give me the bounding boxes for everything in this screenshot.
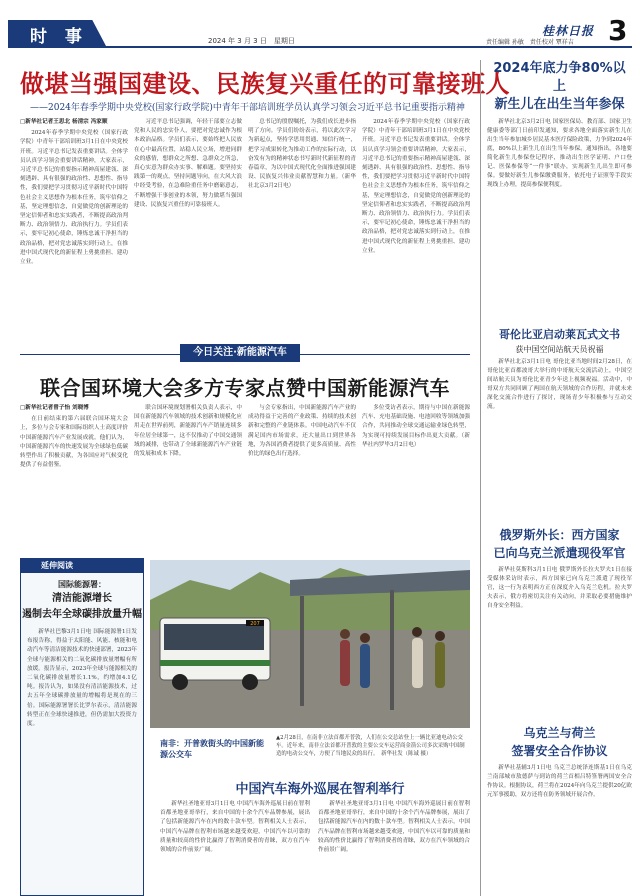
bus-wheel <box>242 674 258 690</box>
extended-reading-title: 清洁能源增长 <box>52 593 112 604</box>
section-name: 时 事 <box>30 27 88 47</box>
photo-caption-text: ▲2月28日，在南非立法首都开普敦，人们在公交总站登上一辆比亚迪电动公交车。近年来，南非立法首都开普敦的主要公交车运营商金箭公司多次采购中国制造的电动公交车，方便了当地民众的出行。 新华社发（陈诚 摄） <box>276 735 465 757</box>
bus-illustration <box>150 560 470 728</box>
passenger <box>360 644 370 688</box>
bus-stripe <box>160 660 270 666</box>
extended-reading-kicker: 国际能源署： <box>58 579 106 589</box>
nev-column-3 <box>248 404 356 554</box>
paper-name: 桂林日报 <box>542 24 595 38</box>
extended-reading-box <box>20 558 144 896</box>
nev-headline: 联合国环境大会多方专家点赞中国新能源汽车 <box>40 376 450 400</box>
passenger-head <box>412 627 422 637</box>
passenger <box>412 638 423 688</box>
bus-windows <box>164 624 264 650</box>
news-headline: 已向乌克兰派遣现役军官 <box>493 546 626 560</box>
news-body <box>487 566 632 716</box>
china-auto-paragraph: 新华社圣地亚哥3月1日电 中国汽车海外巡展日前在智利首都圣地亚哥举行，来自中国的十余个汽车品牌参展，展出了包括新能源汽车在内的数十款车型。智利相关人士表示，中国汽车品牌在智利市场越来越受欢迎，中国汽车以可靠的质量和较高的性价比赢得了智利消费者的青睐，双方在汽车领域的合作前景广阔。 <box>160 801 310 854</box>
nev-paragraph: 在日前结束的第六届联合国环境大会上，多位与会专家和国际组织人士高度评价中国新能源汽车产业发展成就。他们认为，中国新能源汽车的快速发展为全球绿色低碳转型作出了积极贡献，为各国应对气候变化提供了有益借鉴。 <box>20 416 128 469</box>
shelter-post <box>390 590 394 710</box>
lead-column-4 <box>362 118 470 336</box>
extended-reading-title: 遏制去年全球碳排放量升幅 <box>22 609 142 620</box>
shelter-post <box>300 596 304 706</box>
passenger-head <box>435 631 445 641</box>
news-body <box>487 764 632 874</box>
editors-line <box>486 37 578 46</box>
lead-subheadline: ——2024年春季学期中央党校(国家行政学院)中青年干部培训班学员认真学习领会习近平总书记重要指示精神 <box>30 103 465 113</box>
nev-column-1 <box>20 404 128 554</box>
extended-reading-paragraph: 新华社巴黎3月1日电 国际能源署1日发布报告称，得益于太阳能、风能、核能和电动汽车等清洁能源技术的快速部署，2023年全球与能源相关的二氧化碳排放量增幅有所放缓。报告显示，2023年全球与能源相关的二氧化碳排放量增长1.1%，约增加4.1亿吨。报告认为，如果没有清洁能源技术，过去五年全球碳排放量的增幅将是现在的三倍。国际能源署署长比罗尔表示，清洁能源转型正在全球快速推进，但仍需加大投资力度。 <box>27 629 137 728</box>
editor-name: 责任编辑 孙敏 <box>486 39 524 46</box>
right-news-column <box>480 60 632 896</box>
nev-paragraph: 多位受访者表示，期待与中国在新能源汽车、充电基础设施、电池回收等领域加强合作，共同推动全球交通运输业绿色转型，为实现可持续发展目标作出更大贡献。（新华社内罗毕3月2日电） <box>362 405 470 448</box>
proofreader-name: 责任校对 覃祥吉 <box>529 39 574 46</box>
news-headline: 新生儿在出生当年参保 <box>494 97 625 112</box>
news-paragraph: 新华社基辅3月1日电 乌克兰总统泽连斯基1日在乌克兰南部城市敖德萨与到访的荷兰首相吕特签署两国安全合作协议。根据协议，荷兰将在2024年向乌克兰提供20亿欧元军事援助，双方还将在防务领域开展合作。 <box>487 765 632 798</box>
nev-paragraph: 联合国环境规划署相关负责人表示，中国在新能源汽车领域的技术创新和规模化应用走在世界前列，新能源汽车产销量连续多年位居全球第一，这不仅推动了中国交通领域的减排，也带动了全球新能源汽车产业链的发展和成本下降。 <box>134 405 242 458</box>
lead-column-1 <box>20 118 128 336</box>
lead-headline: 做堪当强国建设、民族复兴重任的可靠接班人 <box>20 70 510 98</box>
china-auto-paragraph: 新华社圣地亚哥3月1日电 中国汽车海外巡展日前在智利首都圣地亚哥举行，来自中国的十余个汽车品牌参展，展出了包括新能源汽车在内的数十款车型。智利相关人士表示，中国汽车品牌在智利市场越来越受欢迎，中国汽车以可靠的质量和较高的性价比赢得了智利消费者的青睐，双方在汽车领域的合作前景广阔。 <box>318 801 470 854</box>
nev-byline: □新华社记者曾子怡 刘晓博 <box>20 405 89 411</box>
china-auto-column-1 <box>160 800 310 896</box>
page-header <box>8 8 632 48</box>
lead-paragraph: 总书记的殷殷嘱托，为我们成长进步指明了方向。学员们纷纷表示，将以此次学习为新起点，坚持学思用贯通、知信行统一，把学习成果转化为推动工作的实际行动，以奋发有为的精神状态书写新时代新征程的青春篇章，为以中国式现代化全面推进强国建设、民族复兴伟业贡献智慧和力量。（新华社北京3月2日电） <box>248 119 356 190</box>
bus-wheel <box>172 674 188 690</box>
extended-reading-body <box>27 628 137 874</box>
nev-column-4 <box>362 404 470 554</box>
page-number: 3 <box>608 14 628 47</box>
passenger <box>435 642 445 688</box>
passenger-head <box>360 633 370 643</box>
news-body <box>487 358 632 518</box>
nev-column-2 <box>134 404 242 554</box>
news-paragraph: 新华社北京3月1日电 哥伦比亚当地时间2月28日，在哥伦比亚首都波哥大举行的中哥航天交流活动上，中国空间站航天员为哥伦比亚青少年送上视频祝福。活动中，中哥双方共同回顾了两国在航天领域的合作历程，并就未来深化交流合作进行了探讨，现场青少年积极参与互动交流。 <box>487 359 632 410</box>
bus-photo <box>150 560 470 728</box>
china-auto-headline: 中国汽车海外巡展在智利举行 <box>235 782 405 797</box>
news-headline: 俄罗斯外长：西方国家 <box>499 528 620 542</box>
section-tab <box>8 20 108 46</box>
news-headline: 签署安全合作协议 <box>511 744 608 758</box>
news-subheadline: 获中国空间站航天员祝福 <box>515 345 604 354</box>
news-body <box>487 118 632 318</box>
lead-paragraph: 2024年春季学期中央党校（国家行政学院）中青年干部培训班3月1日在中央党校开班。习近平总书记发表重要讲话。全体学员认真学习领会重要讲话精神，大家表示，习近平总书记的重要指示精神高屋建瓴、深刻透辟、具有很强的政治性、思想性、指导性，我们要把学习贯彻习近平新时代中国特色社会主义思想作为根本任务，筑牢信仰之基，坚定理想信念，自觉做党的创新理论的坚定信仰者和忠实实践者，不断提高政治判断力、政治领悟力、政治执行力。学员们表示，要牢记初心使命，锤炼忠诚干净担当的政治品格，把对党忠诚落实到行动上，在推进中国式现代化的新征程上勇挑重担、建功立业。 <box>362 119 470 254</box>
lead-column-3 <box>248 118 356 336</box>
issue-date: 2024 年 3 月 3 日 星期日 <box>208 37 295 45</box>
news-headline: 哥伦比亚启动莱瓦式文书 <box>499 328 620 341</box>
news-paragraph: 新华社北京3月2日电 国家医保局、教育部、国家卫生健康委等部门日前印发通知，要求各地全面落实新生儿在出生当年参加城乡居民基本医疗保险政策，力争到2024年底，80%以上新生儿在出生当年参保。通知指出，各地要简化新生儿参保登记程序，推动出生医学证明、户口登记、医保参保等“一件事”联办，实现新生儿出生即可参保。要做好新生儿参保缴费服务，依托电子证照等手段实现线上办理，提高参保便利度。 <box>487 119 632 188</box>
route-number: 207 <box>250 621 260 627</box>
china-auto-column-2 <box>318 800 470 896</box>
nev-paragraph: 与会专家指出，中国新能源汽车产业的成功得益于完善的产业政策、持续的技术创新和完整的产业链体系。中国电动汽车不仅满足国内市场需求，还大量出口到世界各地，为各国消费者提供了更多高质量、高性价比的绿色出行选择。 <box>248 405 356 458</box>
lead-byline: □新华社记者王思北 杨清宗 冯家顺 <box>20 119 108 125</box>
passenger-head <box>340 629 350 639</box>
news-headline: 乌克兰与荷兰 <box>523 726 596 740</box>
photo-caption-title: 南非：开普敦街头的中国新能源公交车 <box>160 738 264 759</box>
news-headline: 2024年底力争80%以上 <box>493 61 626 94</box>
lead-column-2 <box>134 118 242 336</box>
extended-reading-header: 延伸阅读 <box>21 559 143 573</box>
lead-paragraph: 习近平总书记强调，年轻干部要立志做党和人民的忠实仆人，要把对党忠诚作为根本政治品格。学员们表示，要始终把人民放在心中最高位置，站稳人民立场，增进同群众的感情，想群众之所想、急群众之所急，真心实意为群众办实事、解难题。要坚持实践第一的观点，坚持问题导向，在大风大浪中经受考验，在急难险重任务中磨砺意志，不断增强干事创业的本领，努力做堪当强国建设、民族复兴重任的可靠接班人。 <box>134 119 242 208</box>
news-paragraph: 新华社莫斯科3月1日电 俄罗斯外长拉夫罗夫1日在接受媒体采访时表示，西方国家已向乌克兰派遣了现役军官，这一行为表明西方正在深度介入乌克兰危机。拉夫罗夫表示，俄方将密切关注有关动向，并采取必要措施维护自身安全利益。 <box>487 567 632 609</box>
passenger <box>340 640 350 686</box>
section-banner: 今日关注·新能源汽车 <box>180 344 300 362</box>
lead-paragraph: 2024年春季学期中央党校（国家行政学院）中青年干部培训班3月1日在中央党校开班。习近平总书记发表重要讲话。全体学员认真学习领会重要讲话精神，大家表示，习近平总书记的重要指示精神高屋建瓴、深刻透辟、具有很强的政治性、思想性、指导性，我们要把学习贯彻习近平新时代中国特色社会主义思想作为根本任务，筑牢信仰之基，坚定理想信念，自觉做党的创新理论的坚定信仰者和忠实实践者，不断提高政治判断力、政治领悟力、政治执行力。学员们表示，要牢记初心使命，锤炼忠诚干净担当的政治品格，把对党忠诚落实到行动上，在推进中国式现代化的新征程上勇挑重担、建功立业。 <box>20 130 128 266</box>
